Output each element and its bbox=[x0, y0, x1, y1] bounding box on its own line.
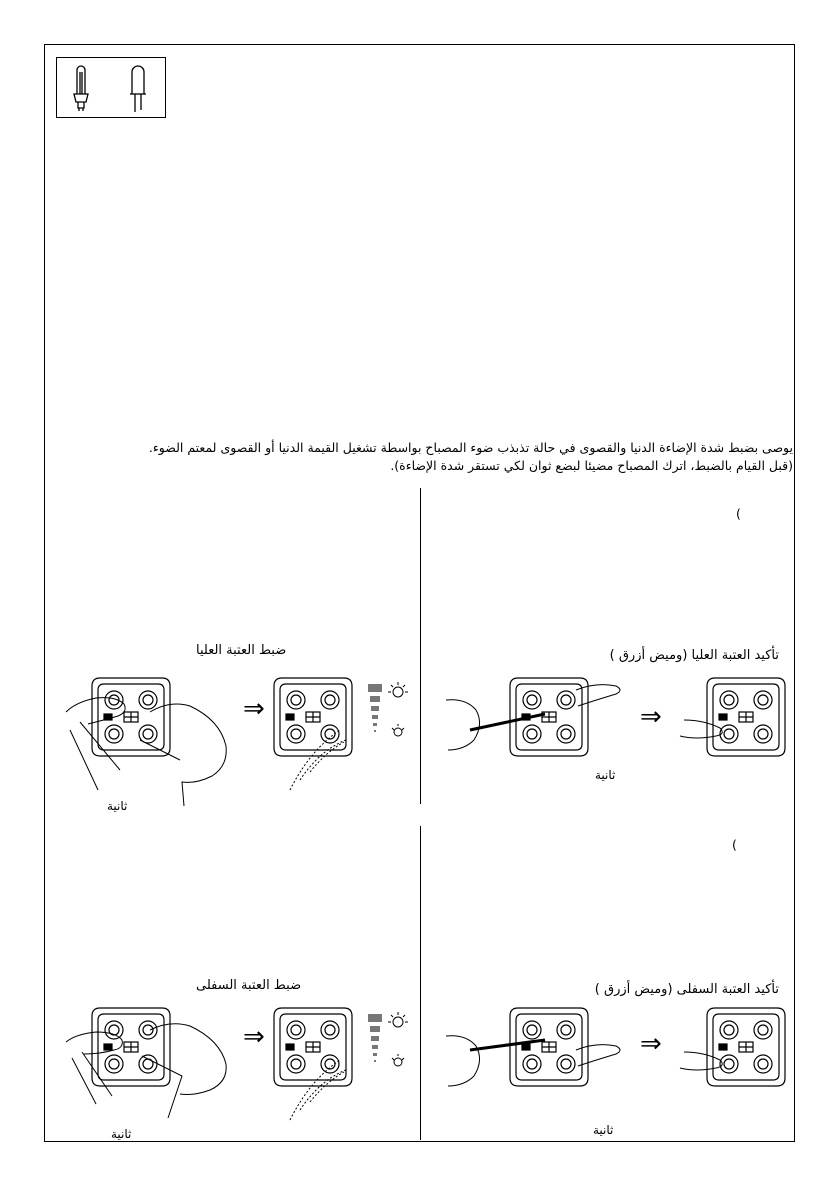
right-arrow-icon: ⇒ bbox=[640, 1029, 662, 1059]
brightness-scale-bottom bbox=[366, 1012, 414, 1074]
brightness-low-icon bbox=[392, 724, 404, 736]
right-arrow-icon: ⇒ bbox=[243, 694, 265, 724]
right-arrow-icon: ⇒ bbox=[243, 1022, 265, 1052]
top-right-bracket: ) bbox=[736, 506, 741, 521]
bottom-left-seconds: ثانية bbox=[111, 1127, 132, 1141]
bottom-right-bracket: ) bbox=[732, 837, 737, 852]
brightness-high-icon bbox=[388, 682, 408, 697]
top-left-caption: ضبط العتبة العليا bbox=[196, 643, 287, 658]
top-right-seconds: ثانية bbox=[595, 768, 616, 782]
intro-line-1: يوصى بضبط شدة الإضاءة الدنيا والقصوى في حالة تذبذب ضوء المصباح بواسطة تشغيل القيمة الدنيا أو القصوى لمعتم الضوء. bbox=[148, 440, 793, 455]
brightness-high-icon bbox=[388, 1012, 408, 1027]
top-left-seconds: ثانية bbox=[107, 799, 128, 813]
bottom-left-caption: ضبط العتبة السفلى bbox=[196, 978, 302, 993]
right-arrow-icon: ⇒ bbox=[640, 702, 662, 732]
top-right-caption: تأكيد العتبة العليا (وميض أزرق ) bbox=[609, 648, 779, 663]
bottom-right-seconds: ثانية bbox=[593, 1123, 614, 1137]
bottom-right-caption: تأكيد العتبة السفلى (وميض أزرق ) bbox=[594, 982, 779, 997]
brightness-low-icon bbox=[392, 1054, 404, 1066]
intro-line-2: (قبل القيام بالضبط، اترك المصباح مضيئا لبضع ثوان لكي تستقر شدة الإضاءة). bbox=[390, 458, 793, 473]
brightness-scale-top bbox=[366, 682, 414, 744]
